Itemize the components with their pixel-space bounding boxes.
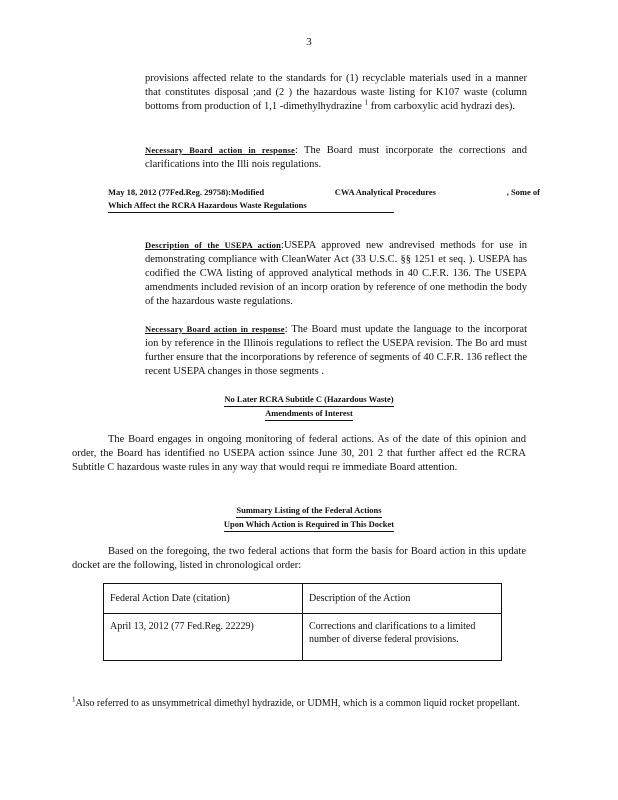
section-heading-mid: CWA Analytical Procedures: [334, 187, 436, 197]
no-later-heading-line2: Amendments of Interest: [265, 407, 353, 421]
federal-actions-table: [103, 583, 502, 661]
table-header-description: Description of the Action: [303, 584, 502, 614]
table-cell-description: Corrections and clarifications to a limited number of diverse federal provisions.: [303, 614, 502, 661]
description-heading: Description of the USEPA action: [145, 240, 282, 250]
section-heading-right: , Some of: [506, 187, 540, 197]
section-heading-rule: [108, 212, 394, 213]
table-header-date: Federal Action Date (citation): [104, 584, 303, 614]
page-number: 3: [306, 36, 312, 48]
footnote-text: Also referred to as unsymmetrical dimethyl hydrazide, or UDMH, which is a common liquid rocket propellant.: [75, 698, 520, 709]
necessary-action-1: [145, 143, 527, 172]
description-paragraph: [145, 238, 527, 309]
intro-paragraph: [145, 72, 527, 114]
no-later-heading: [0, 393, 618, 421]
section-heading-line2: Which Affect the RCRA Hazardous Waste Regulations: [108, 200, 307, 210]
table-header-row: [104, 584, 502, 614]
monitoring-text: The Board engages in ongoing monitoring of federal actions. As of the date of this opinion and order, the Board has identified no USEPA action ssince June 30, 201 2 that further affect ed the RCRA Subtitle C hazardous waste rules in any way that would requi re immediate Board attention.: [72, 434, 526, 473]
necessary-action-2: [145, 322, 527, 379]
intro-text-end: from carboxylic acid hydrazi des).: [370, 101, 516, 112]
necessary-action-1-heading: Necessary Board action in response: [145, 145, 295, 155]
footnote: [72, 697, 522, 711]
description-text: :USEPA approved new andrevised methods for use in demonstrating compliance with CleanWater Act (33 U.S.C. §§ 1251 et seq. ). USEPA has codified the CWA listing of approved analytical methods in 40 C.F.R. 136. The USEPA amendments included revision of an incorp oration by reference of one methodin the body of the hazardous waste regulations.: [145, 240, 527, 307]
table-cell-date: April 13, 2012 (77 Fed.Reg. 22229): [104, 614, 303, 661]
necessary-action-2-heading: Necessary Board action in response: [145, 324, 285, 334]
summary-heading-line1: Summary Listing of the Federal Actions: [236, 504, 381, 518]
intro-text: provisions affected relate to the standards for (1) recyclable materials used in a manner that constitutes disposal ;and (2 ) the hazardous waste listing for K107 waste (column bottoms from production of 1,1 -dimethylhydrazine: [145, 73, 527, 112]
necessary-action-1-text: : The Board must incorporate the corrections and clarifications into the Illi nois regulations.: [145, 145, 527, 170]
monitoring-paragraph: [72, 433, 526, 475]
foregoing-text: Based on the foregoing, the two federal actions that form the basis for Board action in this update docket are the following, listed in chronological order:: [72, 546, 526, 571]
section-heading-left: May 18, 2012 (77Fed.Reg. 29758):Modified: [108, 187, 265, 197]
table-row: [104, 614, 502, 661]
foregoing-paragraph: [72, 545, 526, 573]
footnote-marker: 1: [72, 695, 76, 704]
necessary-action-2-text: : The Board must update the language to the incorporat ion by reference in the Illinois regulations to reflect the USEPA revision. The Bo ard must further ensure that the incorporations by reference of segments of 40 C.F.R. 136 reflect the recent USEPA changes in those segments .: [145, 324, 527, 377]
summary-heading: [0, 504, 618, 532]
no-later-heading-line1: No Later RCRA Subtitle C (Hazardous Waste): [224, 393, 393, 407]
footnote-ref: 1: [364, 98, 369, 107]
summary-heading-line2: Upon Which Action is Required in This Docket: [224, 518, 394, 532]
section-heading: [108, 186, 540, 212]
